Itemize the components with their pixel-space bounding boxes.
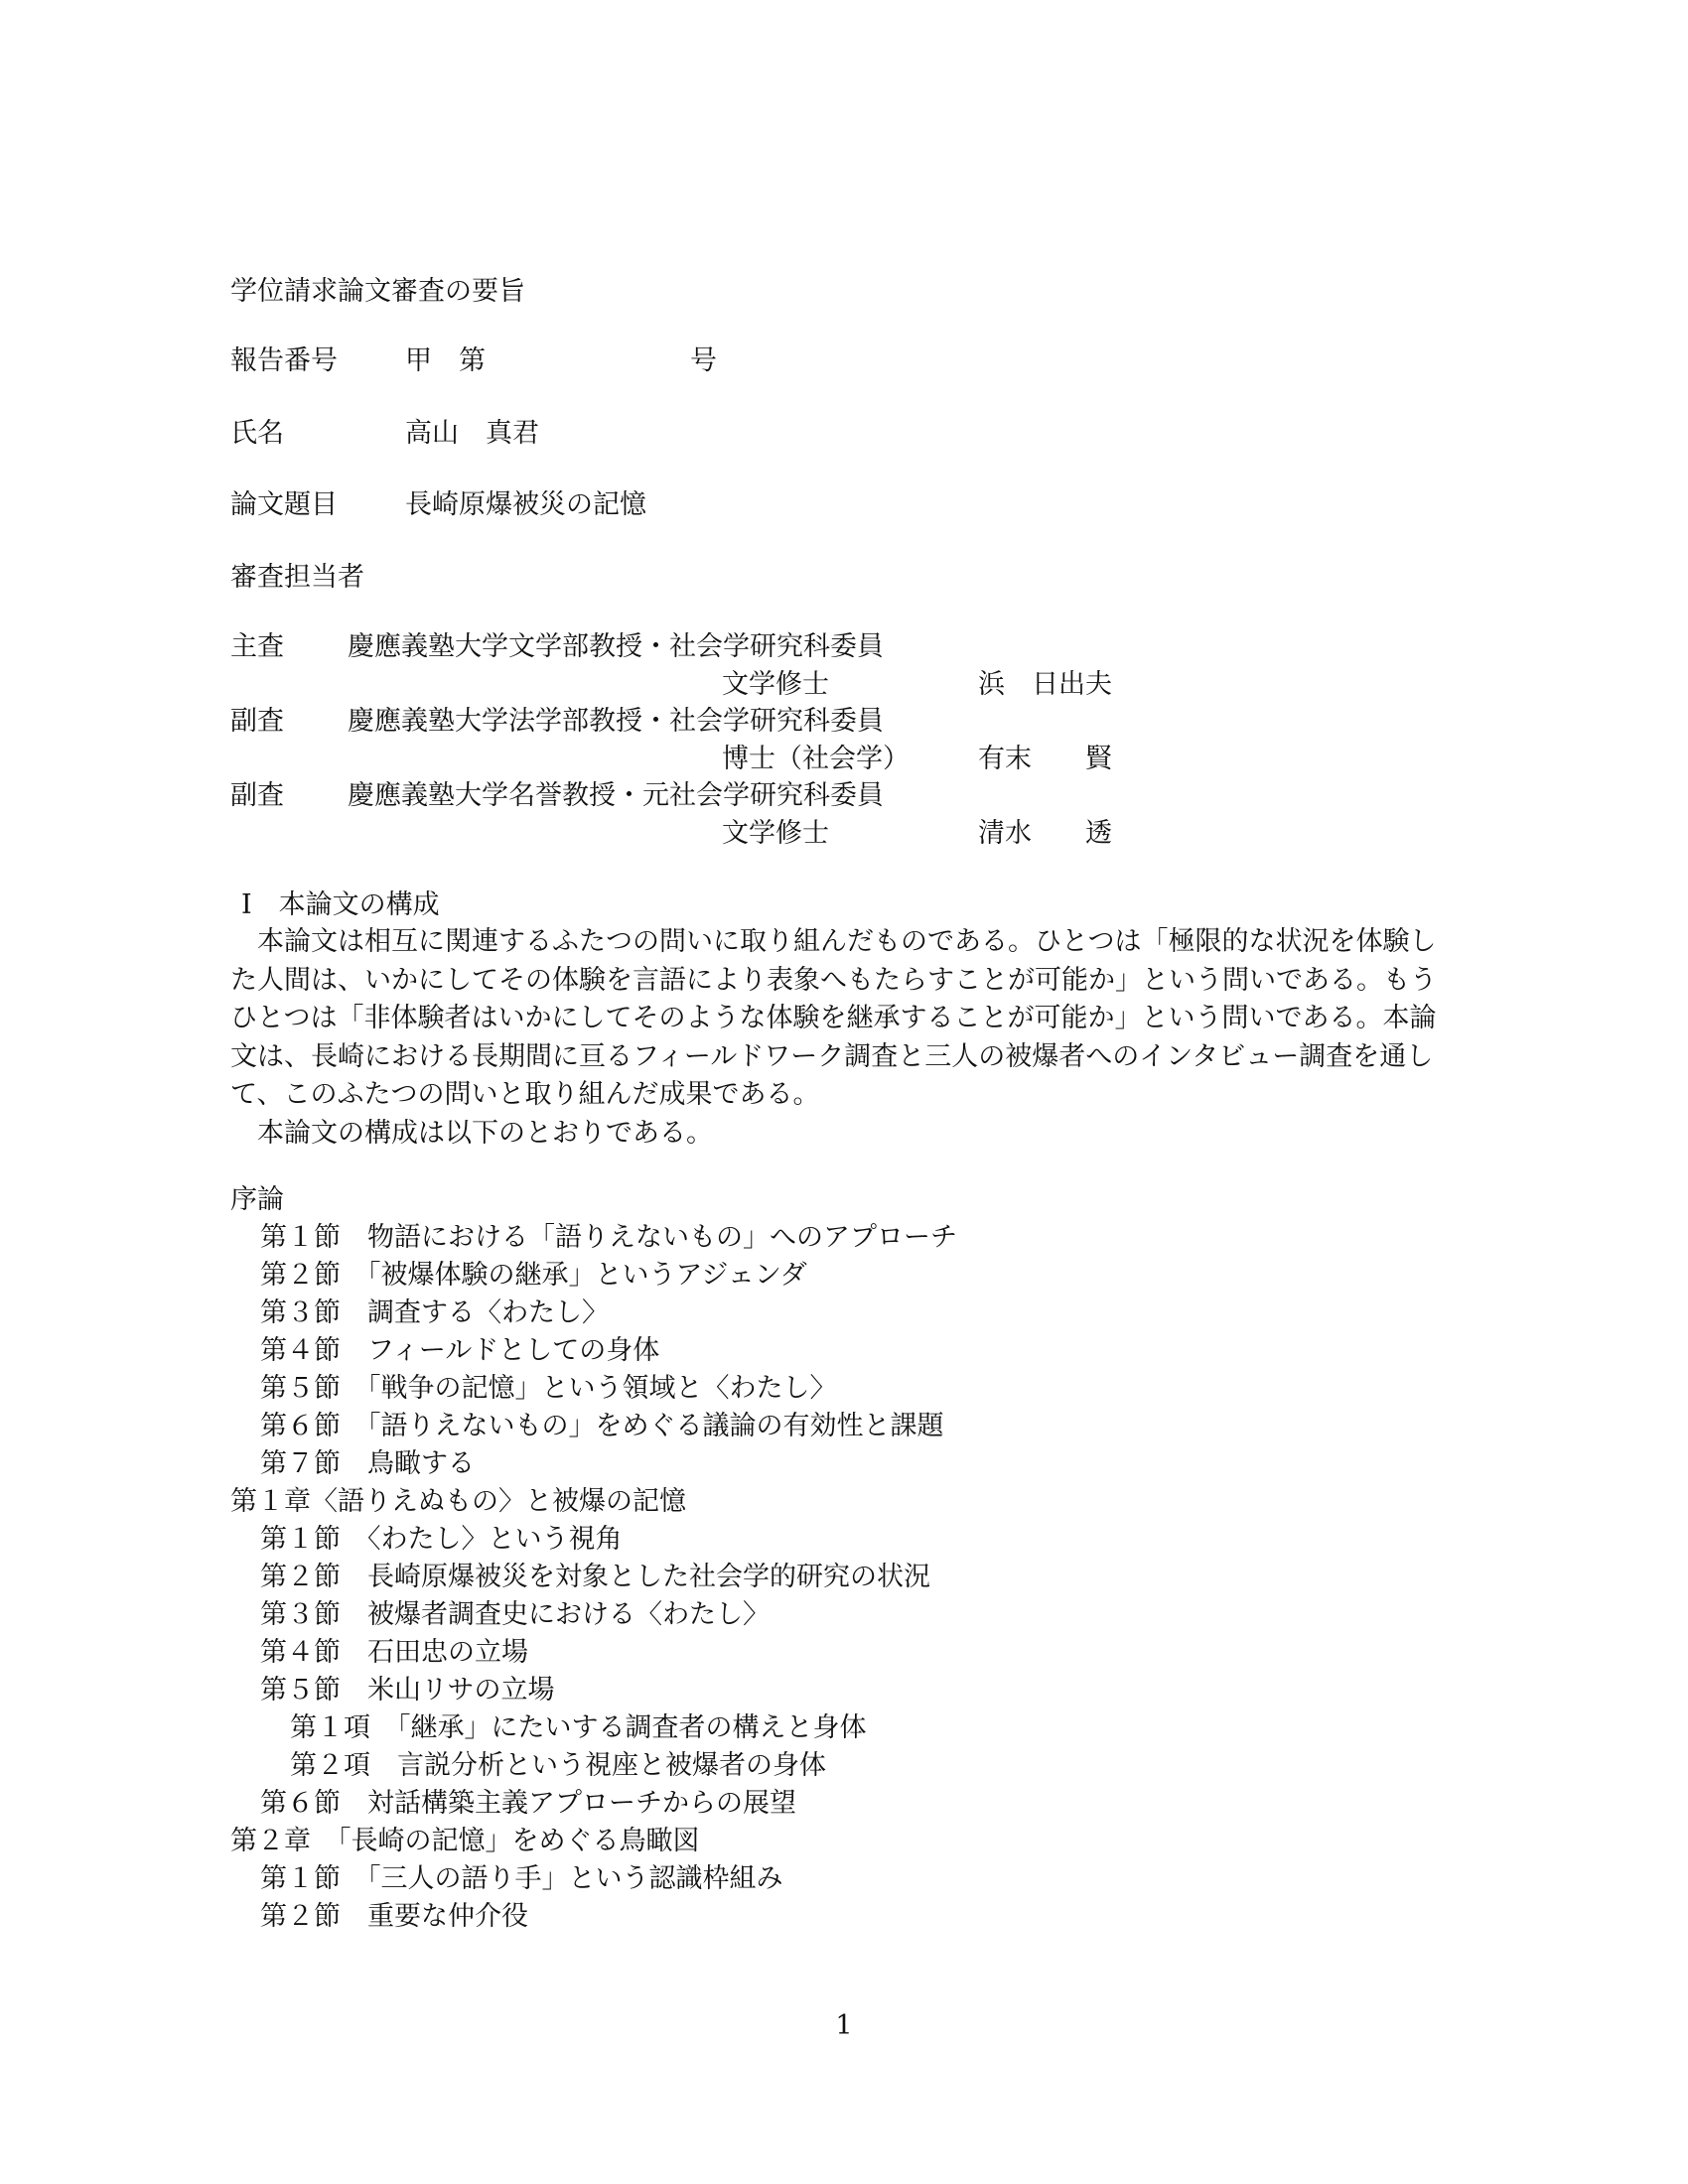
toc-item: 第６節 「語りえないもの」をめぐる議論の有効性と課題 [260,1411,944,1441]
toc-item: 第４節 石田忠の立場 [260,1637,528,1668]
toc-item: 第２節 長崎原爆被災を対象とした社会学的研究の状況 [260,1562,930,1592]
toc-item: 第２項 言説分析という視座と被爆者の身体 [290,1750,826,1781]
report-number-label: 報告番号 [230,345,338,376]
paragraph: 本論文は相互に関連するふたつの問いに取り組んだものである。ひとつは「極限的な状況を体験した人間は、いかにしてその体験を言語により表象へもたらすことが可能か」という問いである。もうひとつは「非体験者はいかにしてそのような体験を継承することが可能か」という問いである。本論文は、長崎における長期間に亘るフィールドワーク調査と三人の被爆者へのインタビュー調査を通して、このふたつの問いと取り組んだ成果である。 [230,926,1437,1110]
examiner-role: 副査 [230,780,284,811]
thesis-title-value: 長崎原爆被災の記憶 [405,489,646,520]
toc-item: 第１節 〈わたし〉という視角 [260,1524,623,1555]
toc-item: 第５節 米山リサの立場 [260,1675,555,1706]
paragraph: 本論文の構成は以下のとおりである。 [257,1117,713,1149]
toc-item: 第５節 「戦争の記憶」という領域と〈わたし〉 [260,1373,837,1404]
toc-item: 第３節 被爆者調査史における〈わたし〉 [260,1599,770,1630]
toc-item: 第７節 鳥瞰する [260,1448,475,1479]
examiner-degree: 文学修士 [722,818,829,849]
toc-item: 第１節 物語における「語りえないもの」へのアプローチ [260,1222,957,1253]
examiner-name: 有末 賢 [978,744,1112,774]
toc-item: 第２章 「長崎の記憶」をめぐる鳥瞰図 [230,1826,700,1856]
name-label: 氏名 [230,418,284,449]
examiner-name: 浜 日出夫 [978,669,1112,700]
toc-item: 第３節 調査する〈わたし〉 [260,1297,609,1328]
report-number-value-a: 甲 第 [405,345,486,376]
table-of-contents [230,1181,957,1936]
examiner-role: 主査 [230,631,284,662]
toc-item: 序論 [230,1184,284,1215]
toc-item: 第４節 フィールドとしての身体 [260,1335,660,1366]
toc-item: 第２節 重要な仲介役 [260,1901,528,1932]
thesis-title-label: 論文題目 [230,489,338,520]
toc-item: 第１章〈語りえぬもの〉と被爆の記憶 [230,1486,686,1517]
examiners-label: 審査担当者 [230,562,364,593]
examiner-affiliation: 慶應義塾大学法学部教授・社会学研究科委員 [348,706,884,737]
examiner-role: 副査 [230,706,284,737]
examiner-name: 清水 透 [978,818,1112,849]
examiner-affiliation: 慶應義塾大学文学部教授・社会学研究科委員 [348,631,884,662]
toc-item: 第１節 「三人の語り手」という認識枠組み [260,1863,783,1894]
section-heading: Ⅰ 本論文の構成 [241,889,440,920]
toc-item: 第１項 「継承」にたいする調査者の構えと身体 [290,1712,867,1743]
document-title: 学位請求論文審査の要旨 [230,276,525,307]
page-number: 1 [835,2010,853,2041]
name-value: 高山 真君 [405,418,539,449]
report-number-value-b: 号 [690,345,717,376]
examiner-degree: 博士（社会学） [722,744,910,774]
examiner-affiliation: 慶應義塾大学名誉教授・元社会学研究科委員 [348,780,884,811]
body-text [230,923,1462,1153]
toc-item: 第２節 「被爆体験の継承」というアジェンダ [260,1260,807,1291]
examiner-degree: 文学修士 [722,669,829,700]
toc-item: 第６節 対話構築主義アプローチからの展望 [260,1788,796,1819]
